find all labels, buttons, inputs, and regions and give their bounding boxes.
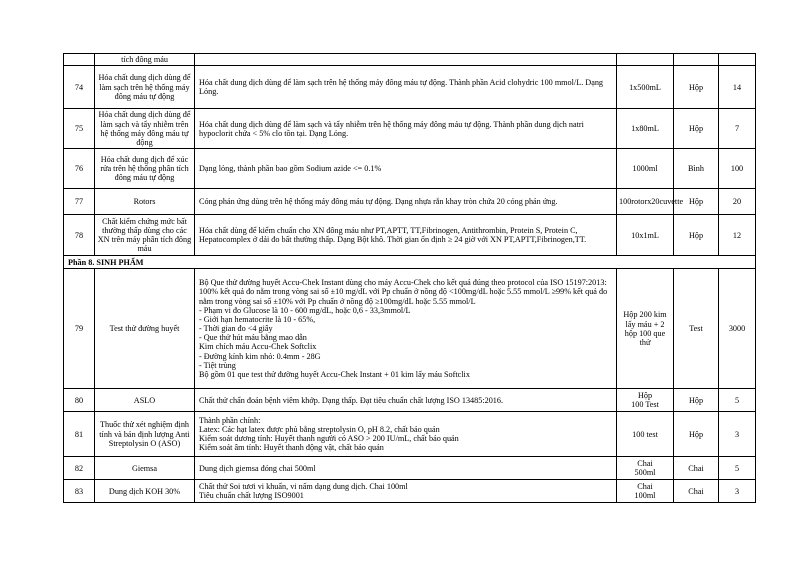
item-name: tích đông máu: [95, 54, 195, 66]
table-row: [64, 269, 756, 389]
item-unit: Test: [674, 269, 719, 389]
table-row: [64, 149, 756, 189]
item-name: Chất kiểm chứng mức bất thường thấp dùng cho các XN trên máy phân tích đông máu: [95, 215, 195, 256]
row-number: 78: [64, 215, 95, 256]
item-description: Thành phần chính: Latex: Các hạt latex được phủ bằng streptolysin O, pH 8.2, chất bảo quản Kiểm soát dương tính: Huyết thanh người có ASO > 200 IU/mL, chất bảo quản Kiểm soát âm tính: Huyết thanh động vật, chất bảo quản: [195, 412, 617, 457]
item-unit: Hộp: [674, 109, 719, 149]
item-unit: Chai: [674, 457, 719, 480]
table-row: [64, 189, 756, 215]
item-name: Giemsa: [95, 457, 195, 480]
item-quantity: 3000: [719, 269, 756, 389]
row-number: 77: [64, 189, 95, 215]
item-quantity: 5: [719, 389, 756, 412]
item-name: Dung dịch KOH 30%: [95, 480, 195, 503]
item-packaging: 1x80mL: [617, 109, 674, 149]
item-packaging: 100 test: [617, 412, 674, 457]
item-unit: Chai: [674, 480, 719, 503]
row-number: 76: [64, 149, 95, 189]
table-row: [64, 412, 756, 457]
item-quantity: 5: [719, 457, 756, 480]
item-description: Dạng lỏng, thành phần bao gồm Sodium azide <= 0.1%: [195, 149, 617, 189]
item-quantity: 7: [719, 109, 756, 149]
item-name: Hóa chất dung dịch dùng để làm sạch trên hệ thống máy đông máu tự động: [95, 66, 195, 109]
item-description: Hóa chất dung dịch dùng để làm sạch trên hệ thống máy đông máu tự động. Thành phần Acid clohydric 100 mmol/L. Dạng Lỏng.: [195, 66, 617, 109]
item-packaging: 1000ml: [617, 149, 674, 189]
item-packaging: Hộp 200 kim lấy máu + 2 hộp 100 que thử: [617, 269, 674, 389]
product-table: [63, 53, 756, 503]
item-unit: Hộp: [674, 66, 719, 109]
item-quantity: [719, 54, 756, 66]
table-row: [64, 109, 756, 149]
item-unit: Bình: [674, 149, 719, 189]
item-quantity: 100: [719, 149, 756, 189]
item-name: Hóa chất dung dịch để xúc rửa trên hệ thống phân tích đông máu tự động: [95, 149, 195, 189]
item-description: Chất thử chẩn đoán bệnh viêm khớp. Dạng thấp. Đạt tiêu chuẩn chất lượng ISO 13485:2016.: [195, 389, 617, 412]
table-row: [64, 215, 756, 256]
item-name: ASLO: [95, 389, 195, 412]
item-quantity: 12: [719, 215, 756, 256]
item-unit: Hộp: [674, 412, 719, 457]
item-description: [195, 54, 617, 66]
item-description: Cóng phản ứng dùng trên hệ thống máy đông máu tự động. Dạng nhựa rắn khay tròn chứa 20 cóng phản ứng.: [195, 189, 617, 215]
row-number: 80: [64, 389, 95, 412]
row-number: 82: [64, 457, 95, 480]
table-row: [64, 66, 756, 109]
item-description: Hóa chất dùng để kiểm chuẩn cho XN đông máu như PT,APTT, TT,Fibrinogen, Antithrombin, Protein S, Protein C, Hepatocomplex ở dải đo bất thường thấp. Dạng Bột khô. Thời gian ổn định ≥ 24 giờ với XN PT,APTT,Fibrinogen,TT.: [195, 215, 617, 256]
item-packaging: 1x500mL: [617, 66, 674, 109]
table-row: [64, 389, 756, 412]
row-number: 81: [64, 412, 95, 457]
item-description: Bộ Que thử đường huyết Accu-Chek Instant dùng cho máy Accu-Chek cho kết quả đúng theo protocol của ISO 15197:2013: 100% kết quả đo nằm trong vòng sai số ±10 mg/dL với Pp chuẩn ở nồng độ <100mg/dL hoặc 5.55 mmol/L ≥99% kết quả đo nằm trong vòng sai số ±10% với Pp chuẩn ở nồng độ ≥100mg/dL hoặc 5.55 mmol/L - Phạm vi đo Glucose là 10 - 600 mg/dL, hoặc 0,6 - 33,3mmol/L - Giới hạn hematocrite là 10 - 65%, - Thời gian đo <4 giây - Que thử hút máu bằng mao dẫn Kim chích máu Accu-Chek Softclix - Đường kính kim nhỏ: 0.4mm - 28G - Tiệt trùng Bộ gồm 01 que test thử đường huyết Accu-Chek Instant + 01 kim lấy máu Softclix: [195, 269, 617, 389]
table-row: [64, 54, 756, 66]
item-name: Hóa chất dung dịch dùng để làm sạch và tẩy nhiễm trên hệ thống máy đông máu tự động: [95, 109, 195, 149]
item-packaging: 10x1mL: [617, 215, 674, 256]
item-unit: Hộp: [674, 389, 719, 412]
table-row: [64, 480, 756, 503]
item-quantity: 3: [719, 412, 756, 457]
item-quantity: 14: [719, 66, 756, 109]
row-number: 79: [64, 269, 95, 389]
section-row: [64, 256, 756, 269]
section-title: Phần 8. SINH PHẨM: [64, 256, 756, 269]
item-packaging: Hộp 100 Test: [617, 389, 674, 412]
item-quantity: 20: [719, 189, 756, 215]
item-quantity: 3: [719, 480, 756, 503]
item-packaging: 100rotorx20cuvette: [617, 189, 674, 215]
item-description: Chất thử Soi tươi vi khuẩn, vi nấm dạng dung dịch. Chai 100ml Tiêu chuẩn chất lượng ISO9001: [195, 480, 617, 503]
row-number: 75: [64, 109, 95, 149]
row-number: 83: [64, 480, 95, 503]
table-row: [64, 457, 756, 480]
item-packaging: Chai 100ml: [617, 480, 674, 503]
item-name: Rotors: [95, 189, 195, 215]
row-number: 74: [64, 66, 95, 109]
item-name: Thuốc thử xét nghiệm định tính và bán định lượng Anti Streptolysin O (ASO): [95, 412, 195, 457]
document-page: [63, 53, 755, 503]
row-number: [64, 54, 95, 66]
item-unit: Hộp: [674, 215, 719, 256]
item-packaging: [617, 54, 674, 66]
item-unit: Hộp: [674, 189, 719, 215]
item-unit: [674, 54, 719, 66]
item-name: Test thử đường huyết: [95, 269, 195, 389]
item-description: Dung dịch giemsa đóng chai 500ml: [195, 457, 617, 480]
item-description: Hóa chất dung dịch dùng để làm sạch và tẩy nhiễm trên hệ thống máy đông máu tự động. Thành phần dung dịch natri hypoclorit chứa < 5% clo tồn tại. Dạng Lỏng.: [195, 109, 617, 149]
item-packaging: Chai 500ml: [617, 457, 674, 480]
